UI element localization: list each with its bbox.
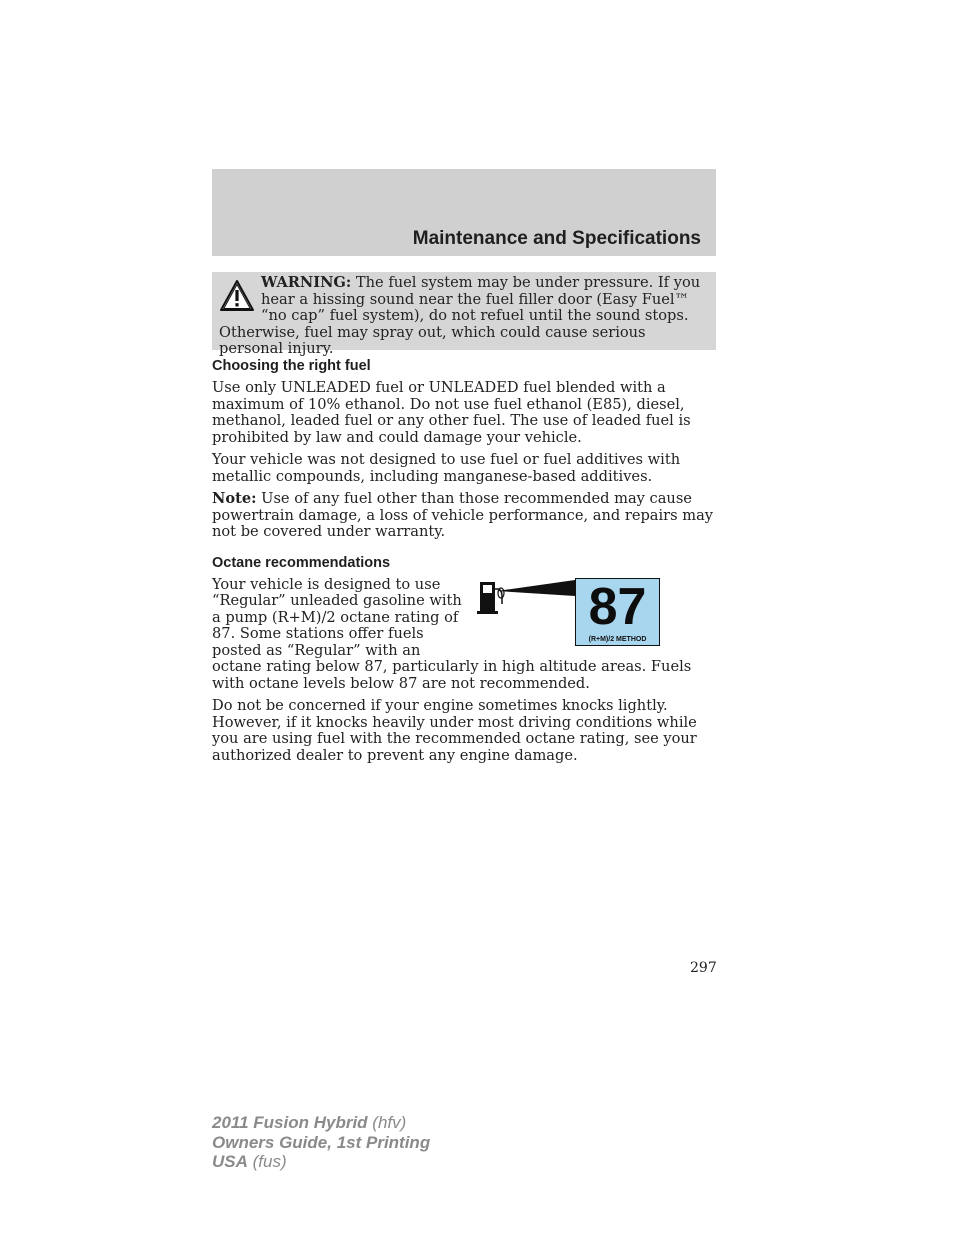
octane-figure [477,578,687,650]
octane-number: 87 [588,577,647,636]
footer-region: USA [212,1152,248,1171]
main-content [212,358,717,770]
octane-method-label: (R+M)/2 METHOD [588,635,647,643]
footer-line-guide [212,1133,430,1153]
footer-model-code: (hfv) [372,1113,407,1132]
footer-region-code: (fus) [252,1152,287,1171]
footer-line-model [212,1113,430,1133]
footer-guide: Owners Guide, 1st Printing [212,1132,431,1152]
footer-model: 2011 Fusion Hybrid [212,1113,368,1132]
warning-label: WARNING: [261,274,352,291]
paragraph-octane-rating: Your vehicle is designed to use “Regular” unleaded gasoline with a pump (R+M)/2 octane rating of 87. Some stations offer fuels posted as “Regular” with an octane rating below 87, particularly in high altitude areas. Fuels with octane levels below 87 are not recommended. [212,575,692,692]
paragraph-engine-knock: Do not be concerned if your engine sometimes knocks lightly. However, if it knocks heavily under most driving conditions while you are using fuel with the recommended octane rating, see your authorized dealer to prevent any engine damage. [212,697,697,764]
warning-box [212,272,716,357]
note-label: Note: [212,490,257,507]
heading-octane: Octane recommendations [212,554,391,571]
page-number: 297 [690,960,717,976]
warning-text [219,275,708,358]
paragraph-additives: Your vehicle was not designed to use fuel or fuel additives with metallic compounds, including manganese-based additives. [212,451,681,485]
note-paragraph [212,491,717,541]
section-header-band [212,169,716,256]
document-footer [212,1113,430,1172]
warning-triangle-icon [219,279,255,313]
section-title: Maintenance and Specifications [412,228,701,249]
footer-line-region [212,1152,430,1172]
warning-body: The fuel system may be under pressure. If you hear a hissing sound near the fuel filler door (Easy Fuel™ “no cap” fuel system), do not refuel until the sound stops. Otherwise, fuel may spray out, which could cause serious personal injury. [219,274,701,357]
note-text: Use of any fuel other than those recommended may cause powertrain damage, a loss of vehicle performance, and repairs may not be covered under warranty. [212,490,714,540]
heading-choosing-fuel: Choosing the right fuel [212,358,371,374]
paragraph-unleaded: Use only UNLEADED fuel or UNLEADED fuel blended with a maximum of 10% ethanol. Do not use fuel ethanol (E85), diesel, methanol, leaded fuel or any other fuel. The use of leaded fuel is prohibited by law and could damage your vehicle. [212,379,691,446]
octane-rating-sign [575,578,660,646]
fuel-pump-icon [477,578,577,618]
